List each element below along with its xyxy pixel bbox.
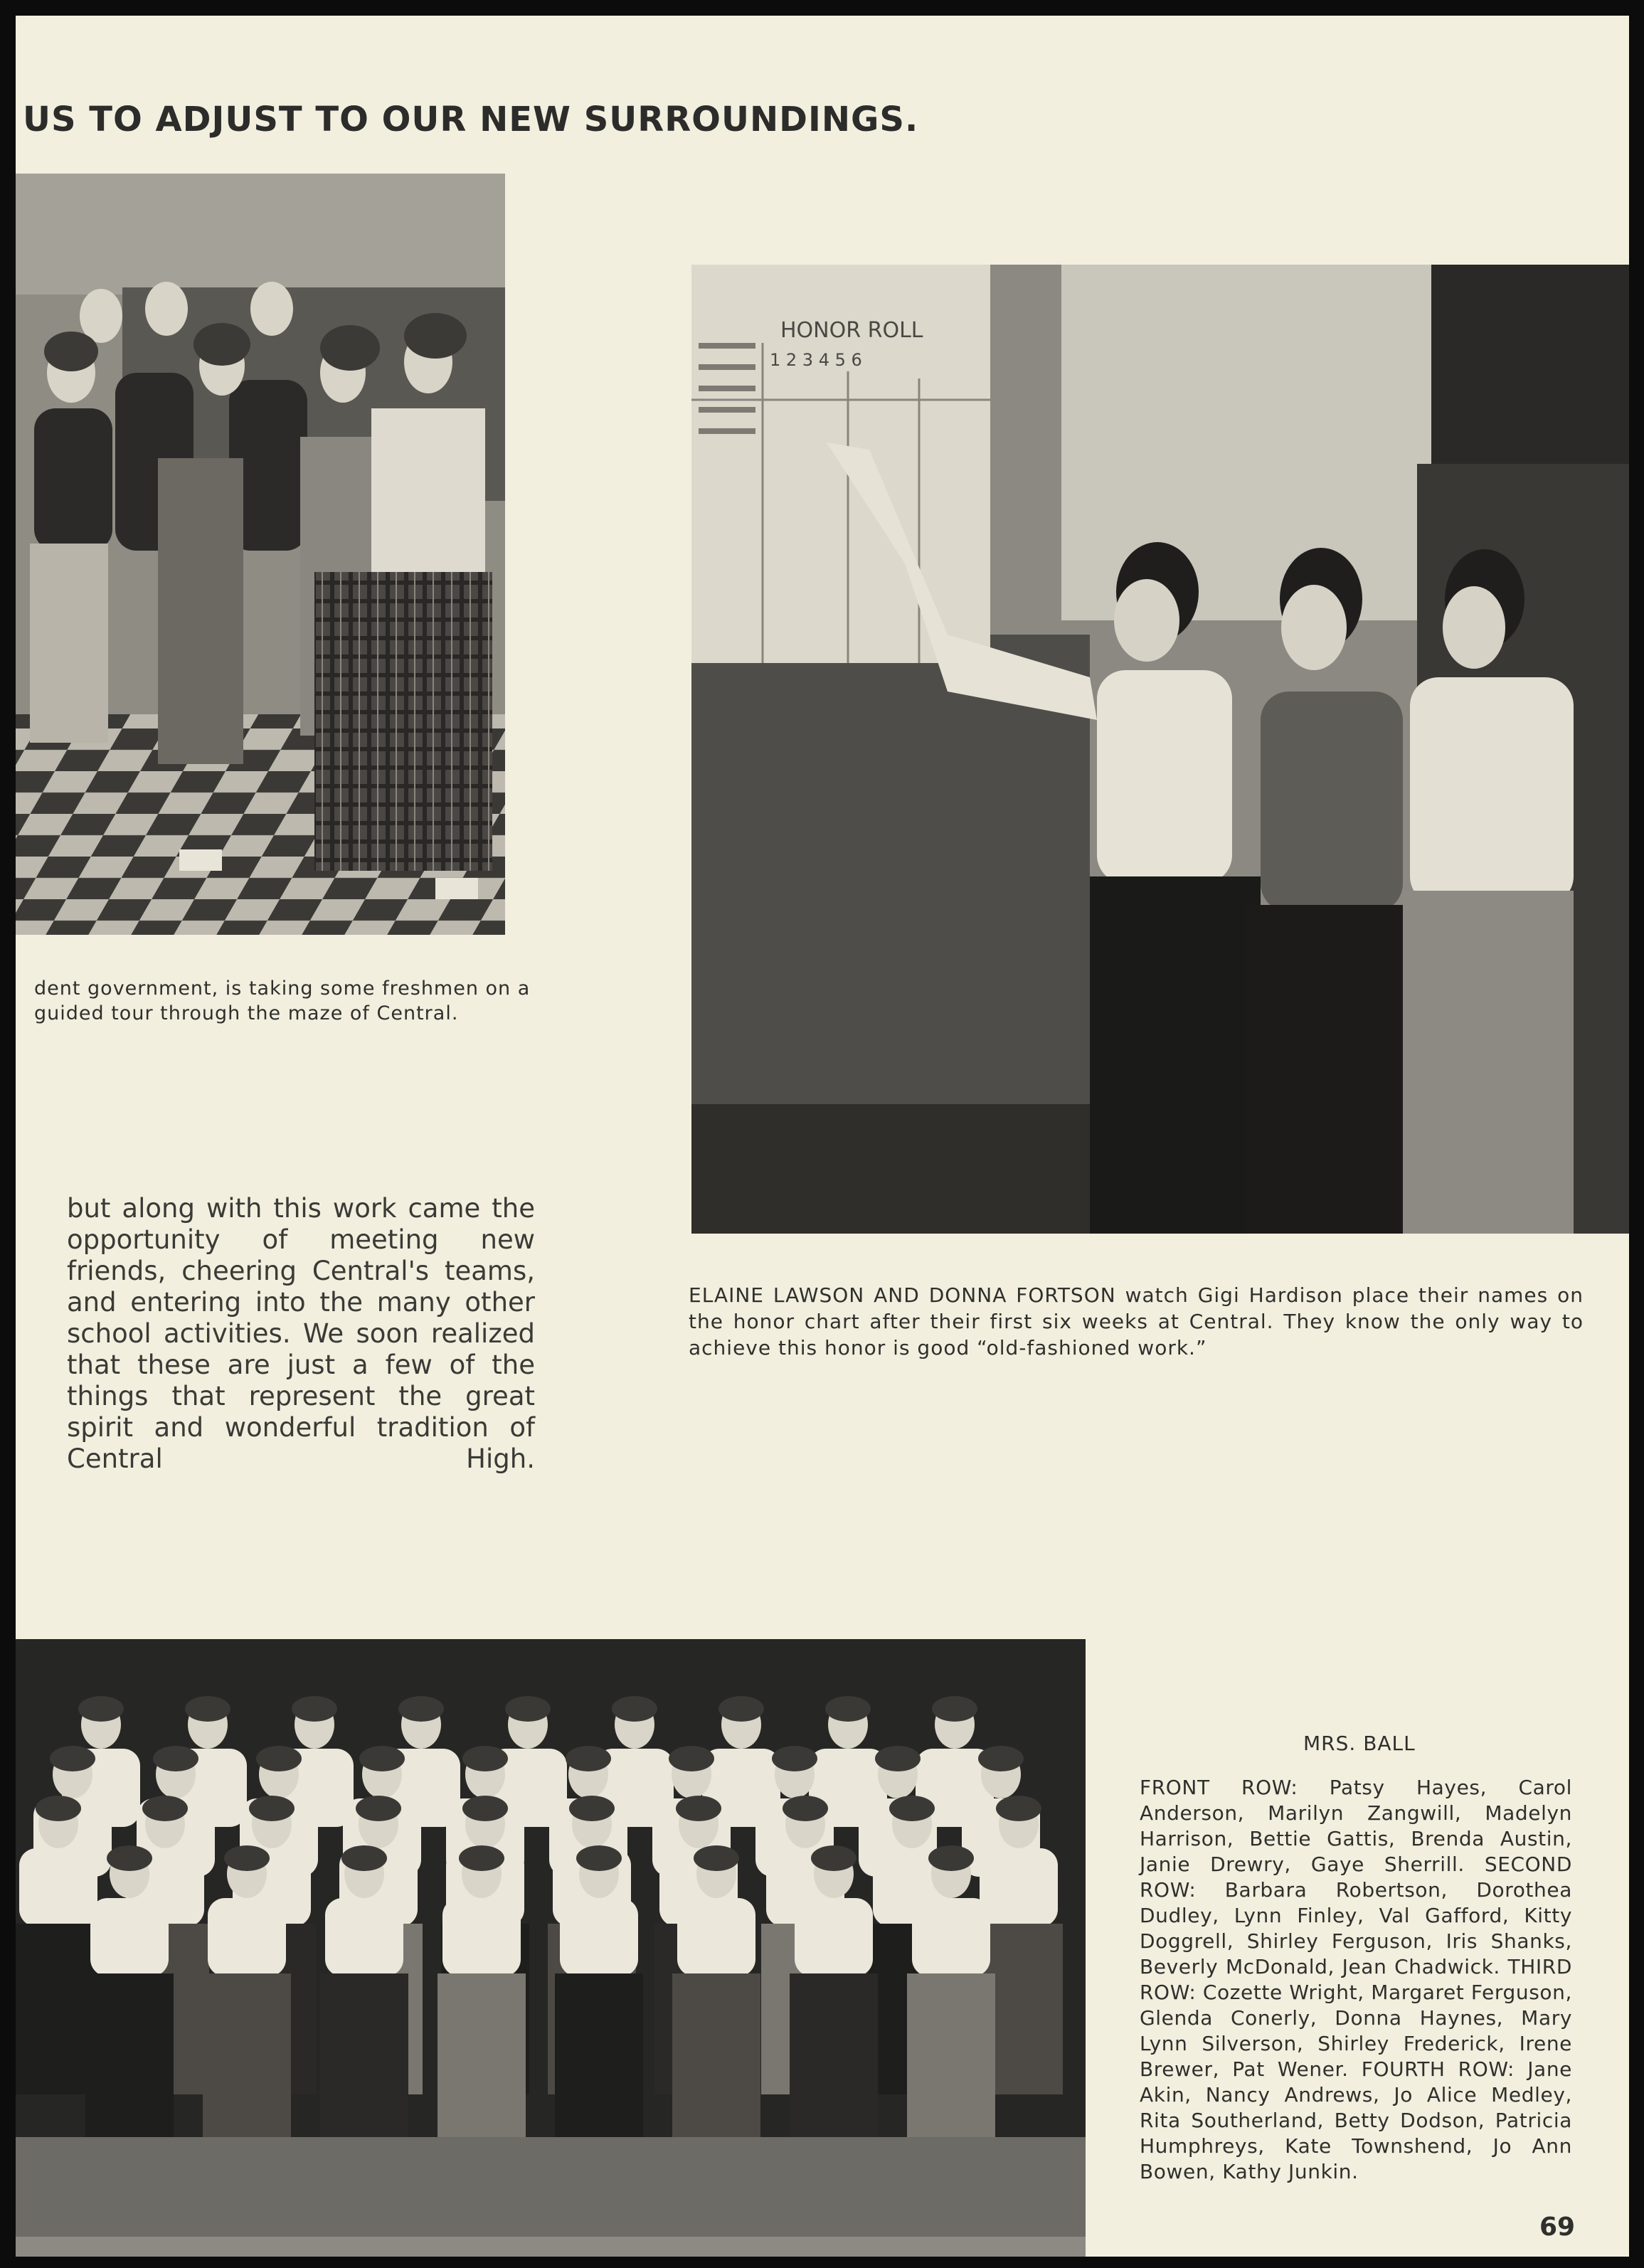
teacher-name: MRS. BALL	[1303, 1732, 1416, 1755]
tour-photo-caption: dent government, is taking some freshmen on a guided tour through the maze of Central.	[34, 977, 531, 1024]
page-number: 69	[1539, 2213, 1576, 2242]
page-headline: US TO ADJUST TO OUR NEW SURROUNDINGS.	[23, 100, 919, 139]
honor-roll-photo	[691, 265, 1629, 1234]
honor-roll-board-numbers: 1 2 3 4 5 6	[770, 350, 862, 370]
group-roster: FRONT ROW: Patsy Hayes, Carol Anderson, Marilyn Zangwill, Madelyn Harrison, Bettie Gattis, Brenda Austin, Janie Drewry, Gaye Sherrill. SECOND ROW: Barbara Robertson, Dorothea Dudley, Lynn Finley, Val Gafford, Kitty Doggrell, Shirley Ferguson, Iris Shanks, Beverly McDonald, Jean Chadwick. THIRD ROW: Cozette Wright, Margaret Ferguson, Glenda Conerly, Donna Haynes, Mary Lynn Silverson, Shirley Frederick, Irene Brewer, Pat Wener. FOURTH ROW: Jane Akin, Nancy Andrews, Jo Alice Medley, Rita Southerland, Betty Dodson, Patricia Humphreys, Kate Townshend, Jo Ann Bowen, Kathy Junkin.	[1140, 1776, 1572, 2183]
honor-roll-caption: ELAINE LAWSON AND DONNA FORTSON watch Gigi Hardison place their names on the honor chart after their first six weeks at Central. They know the only way to achieve this honor is good “old-fashioned work.”	[689, 1283, 1584, 1360]
yearbook-page	[16, 16, 1629, 2257]
body-paragraph: but along with this work came the opportunity of meeting new friends, cheering Central's teams, and entering into the many other school activities. We soon realized that these are just a few of the things that represent the great spirit and wonderful tradition of Central High.	[67, 1193, 535, 1474]
tour-photo	[16, 174, 505, 935]
honor-roll-board-title: HONOR ROLL	[780, 318, 923, 343]
group-photo	[16, 1639, 1086, 2257]
